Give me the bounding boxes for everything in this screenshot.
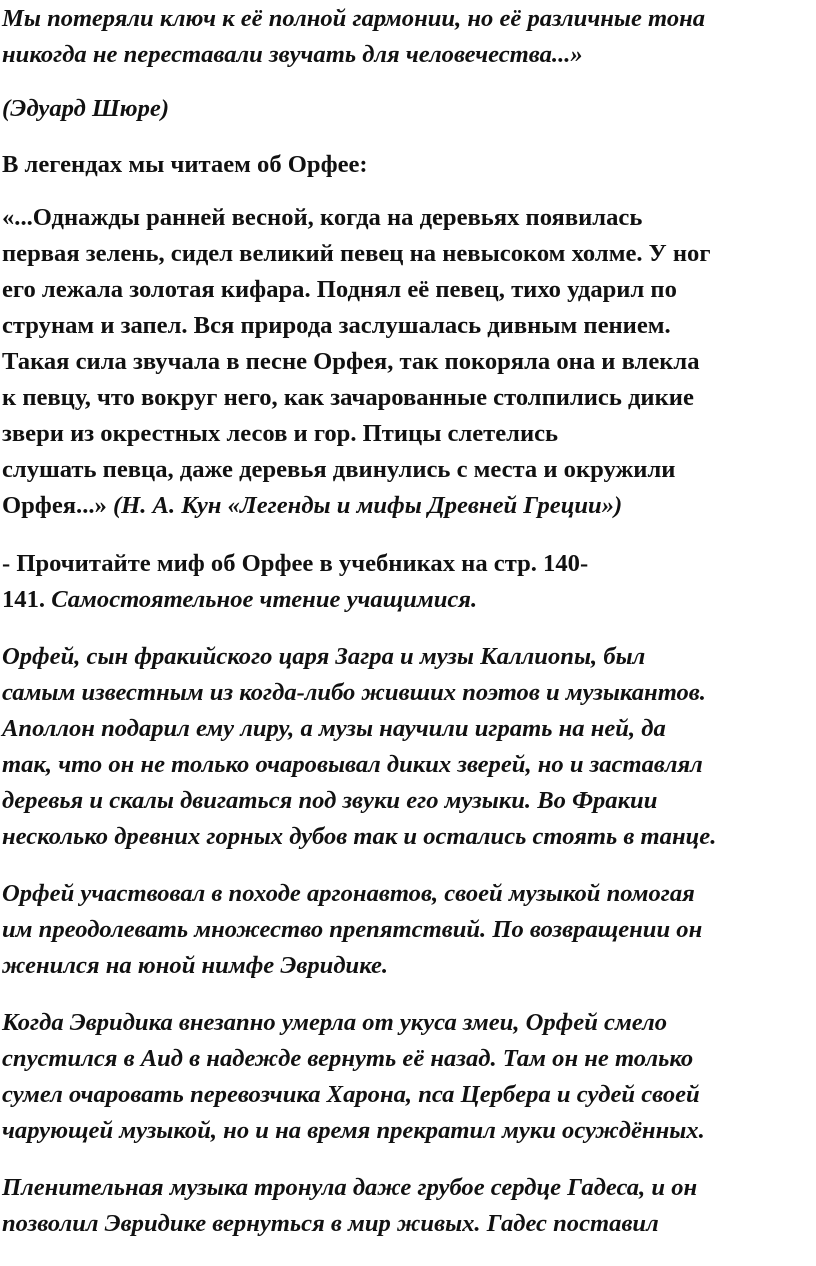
myth-line: позволил Эвридике вернуться в мир живых. Гадес поставил <box>2 1210 659 1237</box>
quote-source: (Н. А. Кун «Легенды и мифы Древней Греции») <box>112 492 623 519</box>
quote-line: струнам и запел. Вся природа заслушалась дивным пением. <box>2 312 671 339</box>
task-line <box>2 583 477 617</box>
myth-line: Аполлон подарил ему лиру, а музы научили играть на ней, да <box>2 715 666 742</box>
myth-line: Когда Эвридика внезапно умерла от укуса змеи, Орфей смело <box>2 1009 668 1036</box>
quote-line: первая зелень, сидел великий певец на невысоком холме. У ног <box>2 240 711 267</box>
task-line: - Прочитайте миф об Орфее в учебниках на стр. 140- <box>2 550 589 577</box>
myth-line: несколько древних горных дубов так и остались стоять в танце. <box>2 823 717 850</box>
myth-line: Орфей, сын фракийского царя Загра и музы Каллиопы, был <box>2 643 646 670</box>
myth-line: сумел очаровать перевозчика Харона, пса Цербера и судей своей <box>2 1081 700 1108</box>
quote-line: его лежала золотая кифара. Поднял её певец, тихо ударил по <box>2 276 677 303</box>
quote-ending: Орфея...» <box>2 492 113 519</box>
quote-last-line <box>2 489 622 523</box>
myth-line: самым известным из когда-либо живших поэтов и музыкантов. <box>2 679 706 706</box>
quote-line: звери из окрестных лесов и гор. Птицы слетелись <box>2 420 559 447</box>
quote-line: «...Однажды ранней весной, когда на деревьях появилась <box>2 204 643 231</box>
myth-line: Пленительная музыка тронула даже грубое сердце Гадеса, и он <box>2 1174 698 1201</box>
myth-line: женился на юной нимфе Эвридике. <box>2 952 389 979</box>
myth-line: так, что он не только очаровывал диких зверей, но и заставлял <box>2 751 703 778</box>
task-page-number: 141. <box>2 586 52 613</box>
task-instruction: Самостоятельное чтение учащимися. <box>51 586 478 613</box>
myth-line: спустился в Аид в надежде вернуть её назад. Там он не только <box>2 1045 694 1072</box>
legend-heading: В легендах мы читаем об Орфее: <box>2 151 368 178</box>
quote-line: слушать певца, даже деревья двинулись с места и окружили <box>2 456 676 483</box>
attribution: (Эдуард Шюре) <box>2 95 170 122</box>
myth-line: чарующей музыкой, но и на время прекратил муки осуждённых. <box>2 1117 705 1144</box>
myth-line: деревья и скалы двигаться под звуки его музыки. Во Фракии <box>2 787 658 814</box>
myth-line: Орфей участвовал в походе аргонавтов, своей музыкой помогая <box>2 880 695 907</box>
myth-line: им преодолевать множество препятствий. По возвращении он <box>2 916 703 943</box>
quote-line: к певцу, что вокруг него, как зачарованные столпились дикие <box>2 384 694 411</box>
quote-line: Такая сила звучала в песне Орфея, так покоряла она и влекла <box>2 348 700 375</box>
intro-line: никогда не переставали звучать для человечества...» <box>2 41 583 68</box>
intro-line: Мы потеряли ключ к её полной гармонии, но её различные тона <box>2 5 706 32</box>
